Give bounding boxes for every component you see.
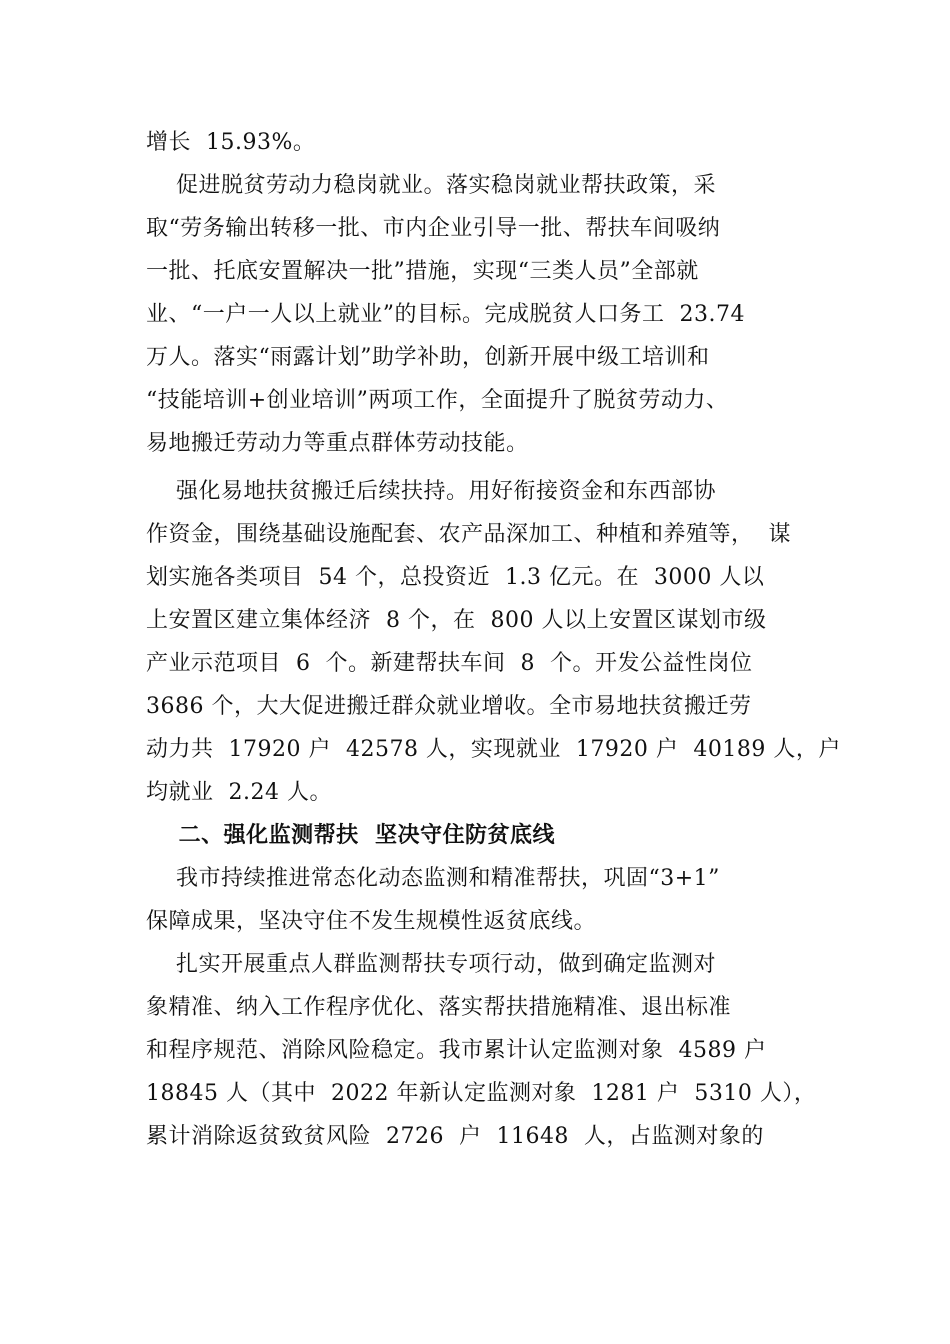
text-line: “技能培训+创业培训”两项工作，全面提升了脱贫劳动力、 xyxy=(146,388,729,413)
paragraph-3-line: 我市持续推进常态化动态监测和精准帮扶，巩固“3+1” xyxy=(146,866,720,891)
paragraph-2-line: 强化易地扶贫搬迁后续扶持。用好衔接资金和东西部协 xyxy=(146,479,716,504)
text-line: 划实施各类项目 54 个，总投资近 1.3 亿元。在 3000 人以 xyxy=(146,565,765,590)
text-line: 上安置区建立集体经济 8 个，在 800 人以上安置区谋划市级 xyxy=(146,608,767,633)
section-heading: 二、强化监测帮扶 坚决守住防贫底线 xyxy=(146,823,555,848)
text-line: 累计消除返贫致贫风险 2726 户 11648 人，占监测对象的 xyxy=(146,1124,764,1149)
text-line: 象精准、纳入工作程序优化、落实帮扶措施精准、退出标准 xyxy=(146,995,732,1020)
text-line: 一批、托底安置解决一批”措施，实现“三类人员”全部就 xyxy=(146,259,699,284)
text-line: 取“劳务输出转移一批、市内企业引导一批、帮扶车间吸纳 xyxy=(146,216,721,241)
text-line: 18845 人（其中 2022 年新认定监测对象 1281 户 5310 人）， xyxy=(146,1081,817,1106)
paragraph-1-line: 促进脱贫劳动力稳岗就业。落实稳岗就业帮扶政策，采 xyxy=(146,173,716,198)
text-line: 万人。落实“雨露计划”助学补助，创新开展中级工培训和 xyxy=(146,345,710,370)
text-line: 业、“一户一人以上就业”的目标。完成脱贫人口务工 23.74 xyxy=(146,302,745,327)
text-line: 动力共 17920 户 42578 人，实现就业 17920 户 40189 人，户 xyxy=(146,737,841,762)
text-line: 增长 15.93%。 xyxy=(146,130,316,155)
text-line: 3686 个，大大促进搬迁群众就业增收。全市易地扶贫搬迁劳 xyxy=(146,694,752,719)
paragraph-4-line: 扎实开展重点人群监测帮扶专项行动，做到确定监测对 xyxy=(146,952,716,977)
text-line: 易地搬迁劳动力等重点群体劳动技能。 xyxy=(146,431,529,456)
text-line: 保障成果，坚决守住不发生规模性返贫底线。 xyxy=(146,909,597,934)
text-line: 作资金，围绕基础设施配套、农产品深加工、种植和养殖等， 谋 xyxy=(146,522,791,547)
text-line: 和程序规范、消除风险稳定。我市累计认定监测对象 4589 户 xyxy=(146,1038,767,1063)
text-line: 产业示范项目 6 个。新建帮扶车间 8 个。开发公益性岗位 xyxy=(146,651,753,676)
text-line: 均就业 2.24 人。 xyxy=(146,780,332,805)
